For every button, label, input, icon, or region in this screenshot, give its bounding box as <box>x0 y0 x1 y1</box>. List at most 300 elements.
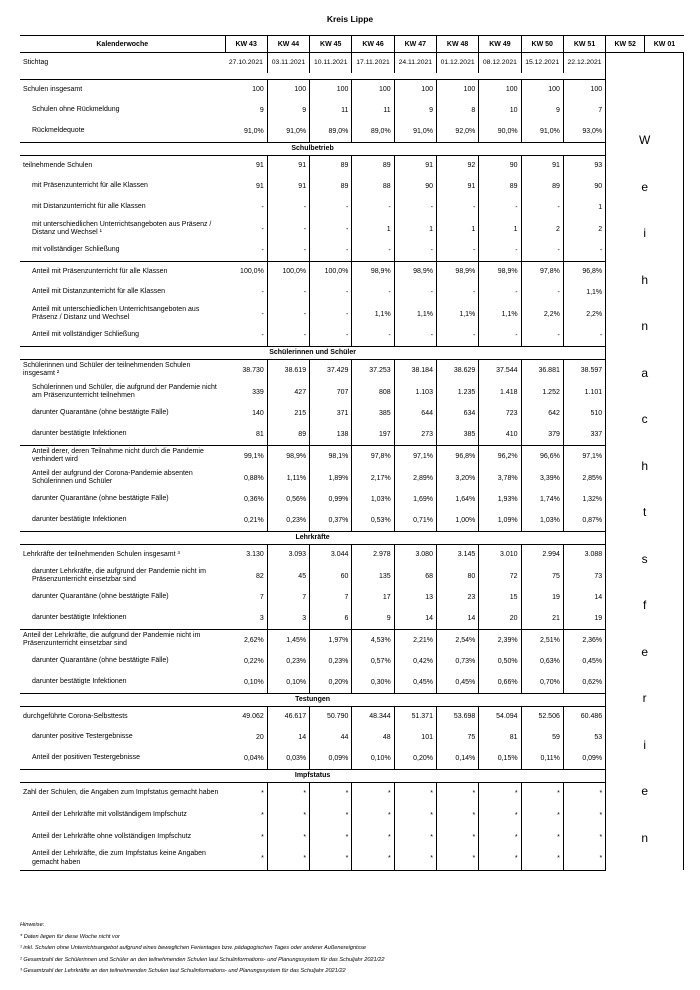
cell-value: 2.994 <box>521 544 563 565</box>
row-label: darunter bestätigte Infektionen <box>32 430 127 438</box>
cell-value: - <box>394 325 436 346</box>
section-title: Lehrkräfte <box>20 531 606 544</box>
cell-value: 0,23% <box>267 651 309 672</box>
cell-value: * <box>310 826 352 848</box>
cell-value: 0,50% <box>479 651 521 672</box>
cell-value: 1 <box>394 218 436 240</box>
cell-value: - <box>267 218 309 240</box>
cell-value: 0,10% <box>225 672 267 693</box>
cell-value: 60.486 <box>563 706 605 727</box>
cell-value: 91,0% <box>394 121 436 142</box>
table-row <box>20 359 684 381</box>
cell-value: 92,0% <box>436 121 478 142</box>
cell-value: 14 <box>394 608 436 629</box>
cell-value: * <box>225 826 267 848</box>
cell-value: 9 <box>225 100 267 121</box>
cell-value: * <box>267 782 309 804</box>
cell-value: 96,2% <box>479 445 521 467</box>
cell-value: * <box>436 782 478 804</box>
cell-value: 2,21% <box>394 629 436 651</box>
holiday-letter: c <box>641 412 648 426</box>
table-row <box>20 651 684 672</box>
cell-value: 0,99% <box>310 489 352 510</box>
cell-value: * <box>267 848 309 870</box>
cell-value: 81 <box>479 727 521 748</box>
cell-value: 46.617 <box>267 706 309 727</box>
cell-value: * <box>352 848 394 870</box>
cell-value: 91 <box>436 176 478 197</box>
week-header: KW 48 <box>436 36 478 53</box>
cell-value: - <box>436 282 478 303</box>
cell-value: 1,74% <box>521 489 563 510</box>
row-label: Anteil der Lehrkräfte, die zum Impfstatus keine Angaben gemacht haben <box>20 848 225 870</box>
cell-value: - <box>563 325 605 346</box>
cell-value: 2,85% <box>563 467 605 489</box>
cell-value: 38.619 <box>267 359 309 381</box>
cell-value: 2 <box>521 218 563 240</box>
cell-value: * <box>436 826 478 848</box>
cell-value: - <box>225 282 267 303</box>
cell-value: - <box>352 197 394 218</box>
footnote-line: ² Gesamtzahl der Schülerinnen und Schüler an den teilnehmenden Schulen laut Schulinformations- und Planungssystem für das Schuljahr 2021/22 <box>20 956 385 963</box>
cell-value: 215 <box>267 403 309 424</box>
table-row <box>20 467 684 489</box>
cell-value: 9 <box>352 608 394 629</box>
cell-value: 51.371 <box>394 706 436 727</box>
cell-value: 0,53% <box>352 510 394 531</box>
cell-value: 2,36% <box>563 629 605 651</box>
cell-value: - <box>225 197 267 218</box>
cell-value: 100,0% <box>267 261 309 282</box>
cell-value: 98,1% <box>310 445 352 467</box>
cell-value: 99,1% <box>225 445 267 467</box>
row-label: darunter positive Testergebnisse <box>32 733 133 741</box>
header-label: Kalenderwoche <box>20 36 225 53</box>
table-row <box>20 544 684 565</box>
cell-value: * <box>394 782 436 804</box>
cell-value: - <box>394 240 436 261</box>
cell-value: 2,89% <box>394 467 436 489</box>
holiday-letter: t <box>643 505 647 519</box>
cell-value: 81 <box>225 424 267 445</box>
cell-value: 37.253 <box>352 359 394 381</box>
stichtag-date: 17.11.2021 <box>352 53 394 73</box>
row-label: Anteil der Lehrkräfte, die aufgrund der Pandemie nicht im Präsenzunterricht einsetzbar sind <box>20 629 225 651</box>
cell-value: 138 <box>310 424 352 445</box>
holiday-letter: W <box>639 133 651 147</box>
cell-value: 44 <box>310 727 352 748</box>
cell-value: 98,9% <box>436 261 478 282</box>
table-row <box>20 403 684 424</box>
cell-value: * <box>436 848 478 870</box>
cell-value: 2 <box>563 218 605 240</box>
cell-value: * <box>521 826 563 848</box>
cell-value: 707 <box>310 381 352 403</box>
cell-value: 3.145 <box>436 544 478 565</box>
cell-value: - <box>521 325 563 346</box>
cell-value: * <box>394 848 436 870</box>
cell-value: 45 <box>267 565 309 587</box>
cell-value: 0,56% <box>267 489 309 510</box>
cell-value: 3.130 <box>225 544 267 565</box>
section-header <box>20 531 684 544</box>
cell-value: 97,8% <box>352 445 394 467</box>
cell-value: 0,73% <box>436 651 478 672</box>
cell-value: 0,22% <box>225 651 267 672</box>
section-title: Schulbetrieb <box>20 142 606 155</box>
cell-value: 68 <box>394 565 436 587</box>
cell-value: 53.698 <box>436 706 478 727</box>
weekly-report-table <box>20 35 684 871</box>
cell-value: 510 <box>563 403 605 424</box>
header-row <box>20 36 684 53</box>
table-row <box>20 79 684 100</box>
cell-value: 100 <box>479 79 521 100</box>
cell-value: - <box>479 240 521 261</box>
cell-value: 7 <box>267 587 309 608</box>
cell-value: 100 <box>225 79 267 100</box>
week-header: KW 45 <box>310 36 352 53</box>
row-label: darunter bestätigte Infektionen <box>32 614 127 622</box>
holiday-letter: i <box>643 226 646 240</box>
cell-value: - <box>394 197 436 218</box>
cell-value: - <box>310 197 352 218</box>
cell-value: 3,39% <box>521 467 563 489</box>
cell-value: - <box>521 282 563 303</box>
cell-value: - <box>479 282 521 303</box>
cell-value: 1,97% <box>310 629 352 651</box>
cell-value: - <box>310 282 352 303</box>
cell-value: - <box>267 197 309 218</box>
cell-value: 23 <box>436 587 478 608</box>
cell-value: 48 <box>352 727 394 748</box>
cell-value: 100 <box>436 79 478 100</box>
stichtag-row <box>20 53 684 73</box>
cell-value: 3.093 <box>267 544 309 565</box>
cell-value: - <box>436 325 478 346</box>
cell-value: 1,64% <box>436 489 478 510</box>
cell-value: 1,1% <box>352 303 394 325</box>
cell-value: 82 <box>225 565 267 587</box>
table-row <box>20 381 684 403</box>
cell-value: 0,66% <box>479 672 521 693</box>
row-label: Schulen insgesamt <box>20 79 225 100</box>
cell-value: 634 <box>436 403 478 424</box>
cell-value: 97,1% <box>563 445 605 467</box>
cell-value: 0,70% <box>521 672 563 693</box>
cell-value: 20 <box>479 608 521 629</box>
cell-value: 92 <box>436 155 478 176</box>
cell-value: * <box>394 804 436 826</box>
cell-value: 0,45% <box>394 672 436 693</box>
cell-value: 17 <box>352 587 394 608</box>
cell-value: 14 <box>436 608 478 629</box>
cell-value: - <box>225 325 267 346</box>
holiday-letter: h <box>641 458 649 473</box>
cell-value: 0,62% <box>563 672 605 693</box>
table-row <box>20 782 684 804</box>
cell-value: - <box>225 218 267 240</box>
holiday-letter: s <box>641 551 648 566</box>
cell-value: - <box>225 240 267 261</box>
cell-value: 0,04% <box>225 748 267 769</box>
stichtag-date: 10.11.2021 <box>310 53 352 73</box>
cell-value: 1,03% <box>521 510 563 531</box>
table-row <box>20 608 684 629</box>
row-label: Rückmeldequote <box>32 127 85 135</box>
holiday-letter: e <box>641 644 649 659</box>
cell-value: 93 <box>563 155 605 176</box>
cell-value: 1,93% <box>479 489 521 510</box>
cell-value: * <box>479 782 521 804</box>
cell-value: 90,0% <box>479 121 521 142</box>
footnote-line: * Daten liegen für diese Woche nicht vor <box>20 933 120 940</box>
cell-value: * <box>479 848 521 870</box>
cell-value: 91 <box>267 155 309 176</box>
cell-value: * <box>225 848 267 870</box>
cell-value: 0,15% <box>479 748 521 769</box>
table-row <box>20 510 684 531</box>
cell-value: 89 <box>310 155 352 176</box>
cell-value: * <box>521 804 563 826</box>
holiday-letter: h <box>641 272 649 287</box>
cell-value: 135 <box>352 565 394 587</box>
cell-value: 19 <box>563 608 605 629</box>
cell-value: 642 <box>521 403 563 424</box>
cell-value: - <box>563 240 605 261</box>
cell-value: - <box>436 240 478 261</box>
footnote-line: Hinweise: <box>20 922 45 928</box>
cell-value: 1,32% <box>563 489 605 510</box>
cell-value: 4,53% <box>352 629 394 651</box>
cell-value: 96,8% <box>563 261 605 282</box>
cell-value: 90 <box>479 155 521 176</box>
cell-value: 59 <box>521 727 563 748</box>
cell-value: 0,71% <box>394 510 436 531</box>
stichtag-date: 01.12.2021 <box>436 53 478 73</box>
cell-value: 644 <box>394 403 436 424</box>
holiday-letter: i <box>643 737 646 752</box>
cell-value: 91 <box>225 155 267 176</box>
row-label: durchgeführte Corona-Selbsttests <box>20 706 225 727</box>
table-row <box>20 672 684 693</box>
cell-value: 20 <box>225 727 267 748</box>
cell-value: 100 <box>267 79 309 100</box>
cell-value: 0,42% <box>394 651 436 672</box>
cell-value: 100 <box>352 79 394 100</box>
cell-value: 37.429 <box>310 359 352 381</box>
cell-value: 48.344 <box>352 706 394 727</box>
cell-value: 0,10% <box>352 748 394 769</box>
cell-value: 2,2% <box>521 303 563 325</box>
section-header <box>20 769 684 782</box>
cell-value: 2,51% <box>521 629 563 651</box>
cell-value: 1,1% <box>479 303 521 325</box>
cell-value: 38.730 <box>225 359 267 381</box>
cell-value: 98,9% <box>479 261 521 282</box>
cell-value: - <box>352 325 394 346</box>
table-row <box>20 826 684 848</box>
table-row <box>20 706 684 727</box>
week-header: KW 46 <box>352 36 394 53</box>
table-row <box>20 587 684 608</box>
week-header: KW 47 <box>394 36 436 53</box>
week-header: KW 49 <box>479 36 521 53</box>
stichtag-date: 08.12.2021 <box>479 53 521 73</box>
cell-value: 90 <box>563 176 605 197</box>
page-title: Kreis Lippe <box>326 14 374 24</box>
stichtag-date: 27.10.2021 <box>225 53 267 73</box>
week-header-extra: KW 01 <box>645 36 684 53</box>
row-label: darunter Lehrkräfte, die aufgrund der Pandemie nicht im Präsenzunterricht einsetzbar sind <box>32 567 206 583</box>
cell-value: 337 <box>563 424 605 445</box>
cell-value: 15 <box>479 587 521 608</box>
cell-value: * <box>352 782 394 804</box>
cell-value: 96,6% <box>521 445 563 467</box>
cell-value: 1,1% <box>436 303 478 325</box>
cell-value: * <box>394 826 436 848</box>
cell-value: 7 <box>310 587 352 608</box>
cell-value: 140 <box>225 403 267 424</box>
cell-value: 91,0% <box>267 121 309 142</box>
cell-value: - <box>267 325 309 346</box>
row-label: Anteil mit unterschiedlichen Unterrichtsangeboten aus Präsenz / Distanz und Wechsel <box>32 305 200 321</box>
cell-value: 89 <box>310 176 352 197</box>
cell-value: - <box>521 197 563 218</box>
cell-value: - <box>310 303 352 325</box>
cell-value: 14 <box>267 727 309 748</box>
cell-value: * <box>479 804 521 826</box>
cell-value: 88 <box>352 176 394 197</box>
cell-value: 100 <box>563 79 605 100</box>
cell-value: 1,45% <box>267 629 309 651</box>
cell-value: - <box>267 303 309 325</box>
cell-value: 36.881 <box>521 359 563 381</box>
cell-value: 0,20% <box>394 748 436 769</box>
cell-value: 1,1% <box>563 282 605 303</box>
row-label: Lehrkräfte der teilnehmenden Schulen insgesamt ³ <box>20 544 225 565</box>
table-row <box>20 197 684 218</box>
cell-value: 0,23% <box>267 510 309 531</box>
cell-value: 1,00% <box>436 510 478 531</box>
row-label: Schülerinnen und Schüler, die aufgrund der Pandemie nicht am Präsenzunterricht teilnehmen <box>32 383 217 399</box>
cell-value: 0,63% <box>521 651 563 672</box>
table-row <box>20 424 684 445</box>
cell-value: * <box>352 804 394 826</box>
table-row <box>20 155 684 176</box>
cell-value: 3.010 <box>479 544 521 565</box>
cell-value: 808 <box>352 381 394 403</box>
row-label: Anteil mit Distanzunterricht für alle Klassen <box>32 288 166 296</box>
holiday-letter: r <box>642 691 647 705</box>
cell-value: 1.103 <box>394 381 436 403</box>
table-row <box>20 325 684 346</box>
cell-value: 0,21% <box>225 510 267 531</box>
cell-value: * <box>352 826 394 848</box>
cell-value: 0,57% <box>352 651 394 672</box>
cell-value: 11 <box>310 100 352 121</box>
cell-value: 0,09% <box>310 748 352 769</box>
cell-value: - <box>310 325 352 346</box>
row-label: Anteil der positiven Testergebnisse <box>32 754 141 762</box>
row-label: mit Präsenzunterricht für alle Klassen <box>32 182 148 190</box>
cell-value: 197 <box>352 424 394 445</box>
cell-value: 2,54% <box>436 629 478 651</box>
table-row <box>20 282 684 303</box>
row-label: darunter Quarantäne (ohne bestätigte Fälle) <box>32 495 169 503</box>
row-label: Schülerinnen und Schüler der teilnehmenden Schulen insgesamt ² <box>20 359 225 381</box>
cell-value: 2,2% <box>563 303 605 325</box>
table-row <box>20 489 684 510</box>
cell-value: 0,14% <box>436 748 478 769</box>
cell-value: 1,69% <box>394 489 436 510</box>
cell-value: 100 <box>521 79 563 100</box>
cell-value: 89 <box>479 176 521 197</box>
cell-value: 50.790 <box>310 706 352 727</box>
cell-value: 2,62% <box>225 629 267 651</box>
cell-value: 91 <box>267 176 309 197</box>
cell-value: * <box>521 848 563 870</box>
cell-value: 89,0% <box>352 121 394 142</box>
row-label: darunter Quarantäne (ohne bestätigte Fälle) <box>32 657 169 665</box>
cell-value: - <box>479 197 521 218</box>
cell-value: 0,11% <box>521 748 563 769</box>
cell-value: 1,09% <box>479 510 521 531</box>
table-row <box>20 565 684 587</box>
cell-value: 1 <box>352 218 394 240</box>
week-header: KW 44 <box>267 36 309 53</box>
cell-value: 3.044 <box>310 544 352 565</box>
row-label: darunter Quarantäne (ohne bestätigte Fälle) <box>32 409 169 417</box>
cell-value: * <box>436 804 478 826</box>
cell-value: 2.978 <box>352 544 394 565</box>
cell-value: 3.088 <box>563 544 605 565</box>
cell-value: 0,10% <box>267 672 309 693</box>
cell-value: - <box>225 303 267 325</box>
cell-value: 2,39% <box>479 629 521 651</box>
cell-value: * <box>225 804 267 826</box>
cell-value: 37.544 <box>479 359 521 381</box>
cell-value: 10 <box>479 100 521 121</box>
cell-value: 723 <box>479 403 521 424</box>
cell-value: 73 <box>563 565 605 587</box>
cell-value: 371 <box>310 403 352 424</box>
row-label: Anteil der aufgrund der Corona-Pandemie absenten Schülerinnen und Schüler <box>32 469 193 485</box>
cell-value: - <box>352 240 394 261</box>
holiday-letter: a <box>641 365 649 380</box>
cell-value: 6 <box>310 608 352 629</box>
cell-value: * <box>267 826 309 848</box>
row-label: Schulen ohne Rückmeldung <box>32 106 120 114</box>
stichtag-date: 24.11.2021 <box>394 53 436 73</box>
row-label: mit unterschiedlichen Unterrichtsangeboten aus Präsenz / Distanz und Wechsel ¹ <box>32 220 212 236</box>
cell-value: 0,36% <box>225 489 267 510</box>
cell-value: 0,20% <box>310 672 352 693</box>
section-title: Impfstatus <box>20 769 606 782</box>
cell-value: 75 <box>521 565 563 587</box>
row-label: Stichtag <box>23 58 49 66</box>
cell-value: 19 <box>521 587 563 608</box>
cell-value: 75 <box>436 727 478 748</box>
cell-value: - <box>394 282 436 303</box>
cell-value: 38.597 <box>563 359 605 381</box>
cell-value: 3.080 <box>394 544 436 565</box>
table-row <box>20 261 684 282</box>
cell-value: 9 <box>267 100 309 121</box>
row-label: Anteil mit Präsenzunterricht für alle Klassen <box>20 261 225 282</box>
cell-value: * <box>563 804 605 826</box>
table-row <box>20 727 684 748</box>
